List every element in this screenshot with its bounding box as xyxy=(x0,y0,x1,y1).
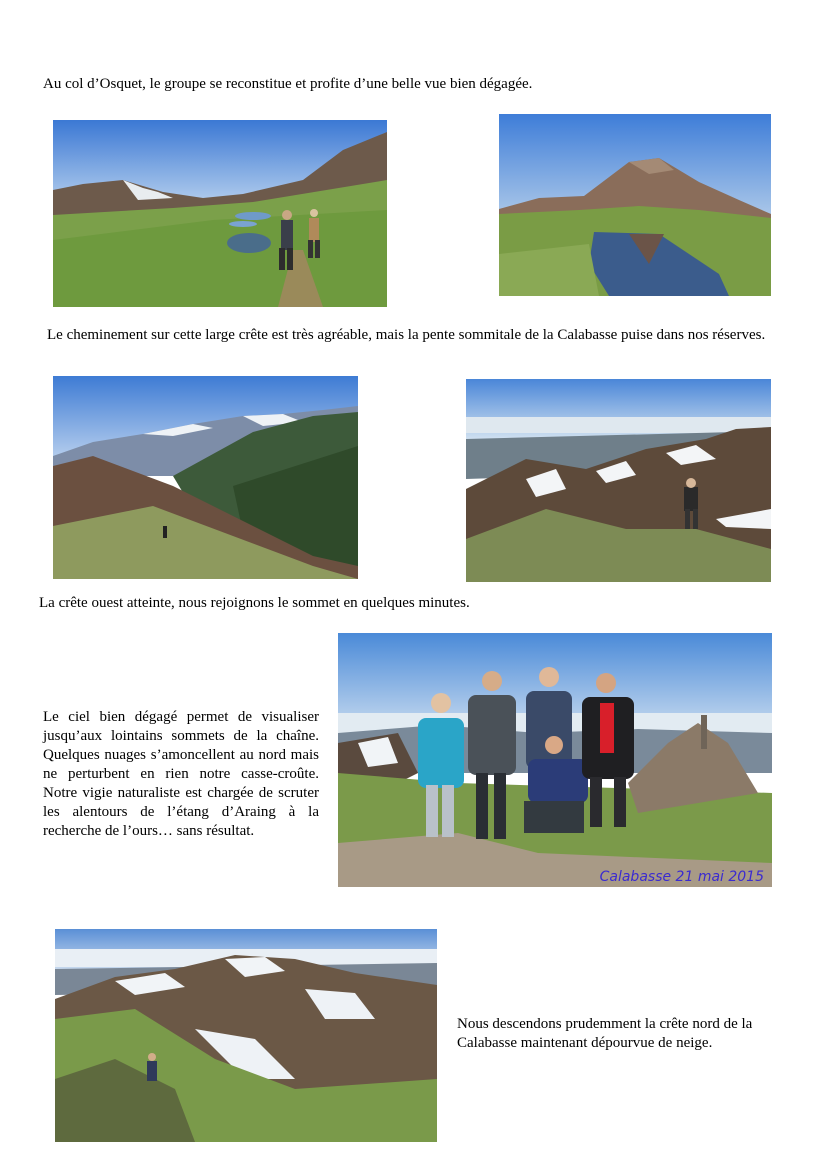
paragraph-descente: Nous descendons prudemment la crête nord de la Calabasse maintenant dépourvue de neige. xyxy=(457,1016,753,1051)
photo-snowy-ridge-hiker xyxy=(466,379,771,582)
photo-group-summit xyxy=(338,633,772,887)
photo-hikers-lakes xyxy=(53,120,387,307)
paragraph-col-osquet: Au col d’Osquet, le groupe se reconstitue et profite d’une belle vue bien dégagée. xyxy=(43,76,533,92)
photo-peak-reflection xyxy=(499,114,771,296)
photo-ridge-valley xyxy=(53,376,358,579)
photo-north-ridge-descent xyxy=(55,929,437,1142)
paragraph-cheminement: Le cheminement sur cette large crête est très agréable, mais la pente sommitale de la Calabasse puise dans nos réserves. xyxy=(47,327,766,343)
photo-caption: Calabasse 21 mai 2015 xyxy=(599,869,764,885)
paragraph-crete-ouest: La crête ouest atteinte, nous rejoignons le sommet en quelques minutes. xyxy=(39,595,470,611)
paragraph-ciel-degage: Le ciel bien dégagé permet de visualiser jusqu’aux lointains sommets de la chaîne. Quelques nuages s’amoncellent au nord mais ne perturbent en rien notre casse-croûte. Notre vigie naturaliste est chargée de scruter les alentours de l’étang d’Araing à la recherche de l’ours… sans résultat. xyxy=(43,709,319,839)
